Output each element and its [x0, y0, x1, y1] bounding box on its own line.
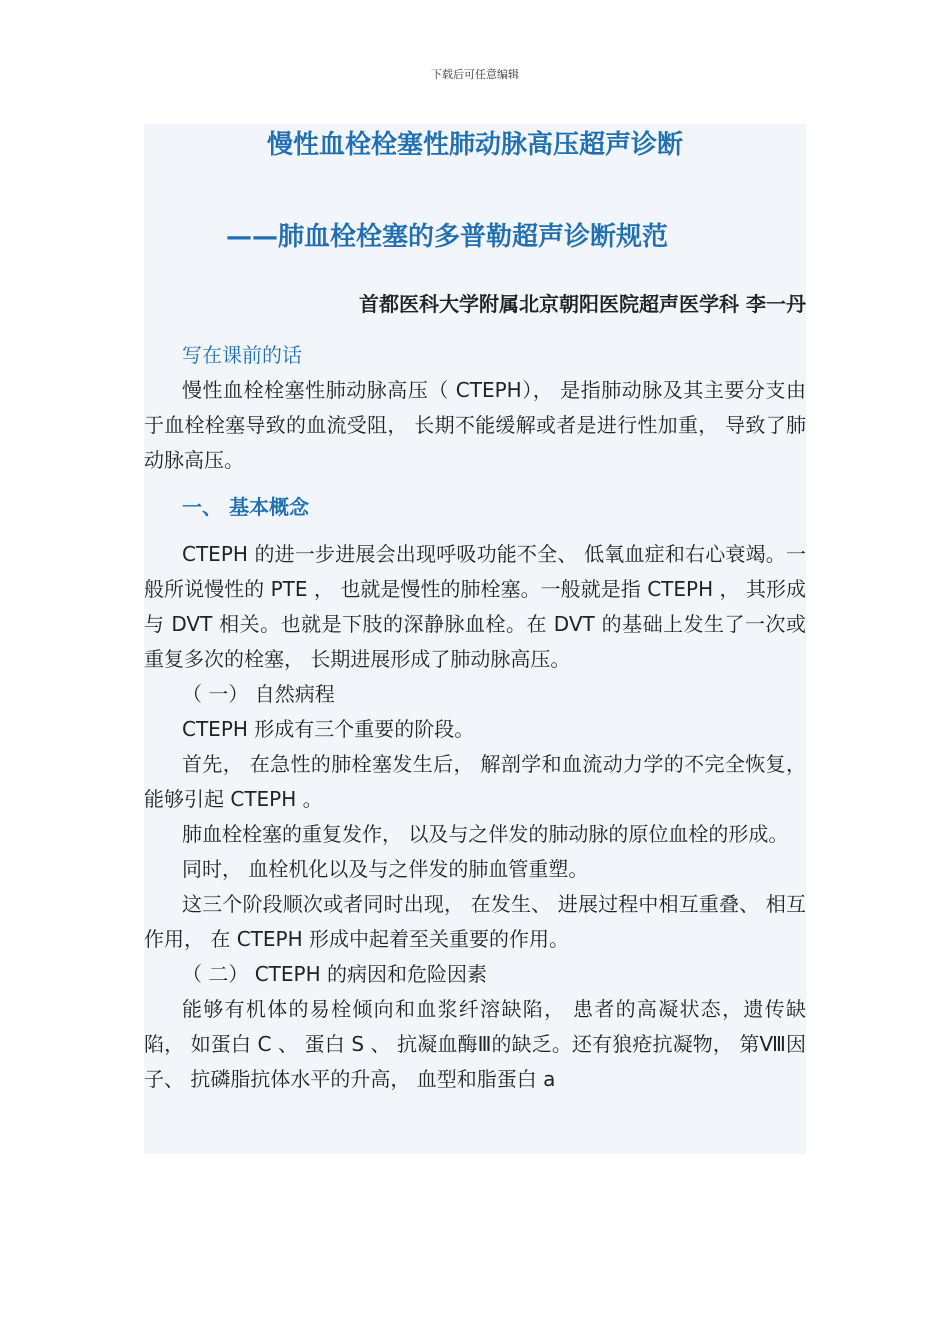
- paragraph: 慢性血栓栓塞性肺动脉高压（ CTEPH）， 是指肺动脉及其主要分支由于血栓栓塞导致的血流受阻， 长期不能缓解或者是进行性加重， 导致了肺动脉高压。: [144, 378, 806, 472]
- document-subtitle: ——肺血栓栓塞的多普勒超声诊断规范: [226, 222, 669, 252]
- document-title: 慢性血栓栓塞性肺动脉高压超声诊断: [266, 130, 683, 160]
- author-line: 首都医科大学附属北京朝阳医院超声医学科 李一丹: [359, 292, 806, 316]
- paragraph: 能够有机体的易栓倾向和血浆纤溶缺陷， 患者的高凝状态，遗传缺陷， 如蛋白 C 、 蛋白 S 、 抗凝血酶Ⅲ的缺乏。还有狼疮抗凝物， 第Ⅷ因子、 抗磷脂抗体水平的升高， 血型和脂蛋白 a: [144, 997, 806, 1091]
- subsection-heading: （ 一） 自然病程: [182, 682, 335, 706]
- paragraph: 这三个阶段顺次或者同时出现， 在发生、 进展过程中相互重叠、 相互作用， 在 CTEPH 形成中起着至关重要的作用。: [144, 892, 806, 951]
- paragraph: 同时， 血栓机化以及与之伴发的肺血管重塑。: [182, 857, 589, 881]
- intro-heading: 写在课前的话: [182, 343, 302, 367]
- paragraph: CTEPH 的进一步进展会出现呼吸功能不全、 低氧血症和右心衰竭。一般所说慢性的 PTE ， 也就是慢性的肺栓塞。一般就是指 CTEPH ， 其形成与 DVT 相关。也就是下肢的深静脉血栓。在 DVT 的基础上发生了一次或重复多次的栓塞， 长期进展形成了肺动脉高压。: [144, 542, 806, 671]
- document-page: [144, 124, 806, 1154]
- section-heading: 一、 基本概念: [182, 495, 309, 519]
- paragraph: 肺血栓栓塞的重复发作， 以及与之伴发的肺动脉的原位血栓的形成。: [182, 822, 789, 846]
- paragraph: CTEPH 形成有三个重要的阶段。: [182, 717, 475, 741]
- subsection-heading: （ 二） CTEPH 的病因和危险因素: [182, 962, 487, 986]
- document-body: [144, 338, 806, 1097]
- paragraph: 首先， 在急性的肺栓塞发生后， 解剖学和血流动力学的不完全恢复， 能够引起 CTEPH 。: [144, 752, 806, 811]
- header-note: 下载后可任意编辑: [431, 68, 519, 81]
